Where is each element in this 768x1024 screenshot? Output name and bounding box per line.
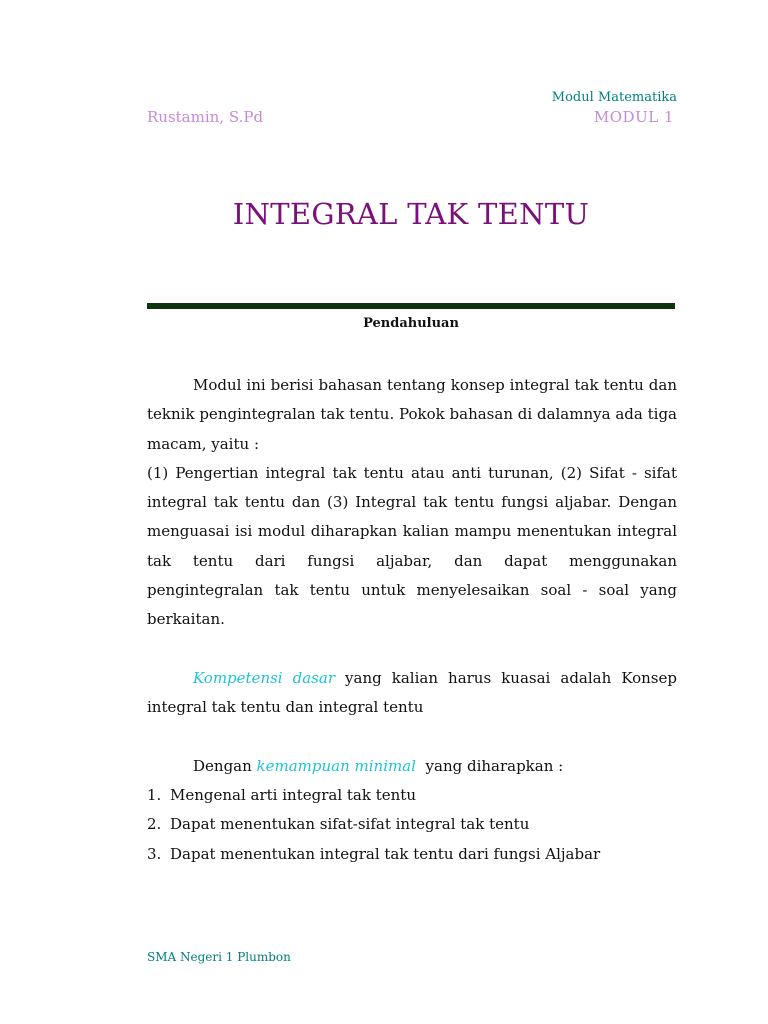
- abilities-list: [147, 781, 677, 869]
- intro-paragraph-2: (1) Pengertian integral tak tentu atau anti turunan, (2) Sifat - sifat integral tak tentu dan (3) Integral tak tentu fungsi aljabar. Dengan menguasai isi modul diharapkan kalian mampu menentukan integral tak tentu dari fungsi aljabar, dan dapat menggunakan pengintegralan tak tentu untuk menyelesaikan soal - soal yang berkaitan.: [147, 463, 677, 629]
- abilities-suffix: yang diharapkan :: [415, 756, 564, 775]
- list-item: [147, 840, 677, 869]
- intro-paragraph-1: Modul ini berisi bahasan tentang konsep integral tak tentu dan teknik pengintegralan tak tentu. Pokok bahasan di dalamnya ada tiga macam, yaitu :: [147, 376, 677, 453]
- footer-school: SMA Negeri 1 Plumbon: [147, 950, 291, 964]
- document-title: INTEGRAL TAK TENTU: [232, 197, 590, 231]
- module-label: Modul Matematika: [551, 90, 677, 105]
- section-heading: Pendahuluan: [363, 316, 459, 331]
- list-item-text: Dapat menentukan integral tak tentu dari fungsi Aljabar: [170, 844, 601, 863]
- abilities-highlight: kemampuan minimal: [256, 756, 416, 775]
- abilities-intro: [147, 752, 677, 781]
- list-item-number: 3.: [147, 844, 162, 863]
- list-item: [147, 781, 677, 810]
- competency-highlight: Kompetensi dasar: [193, 668, 335, 687]
- list-item: [147, 810, 677, 839]
- competency-paragraph: [147, 664, 677, 723]
- competency-text: yang kalian harus kuasai adalah Konsep integral tak tentu dan integral tentu: [147, 668, 677, 717]
- list-item-number: 2.: [147, 815, 162, 834]
- list-item-text: Dapat menentukan sifat-sifat integral tak tentu: [170, 815, 530, 834]
- list-item-text: Mengenal arti integral tak tentu: [170, 786, 416, 805]
- body-text: [147, 371, 677, 869]
- abilities-prefix: Dengan: [193, 756, 257, 775]
- module-number: MODUL 1: [593, 108, 674, 126]
- title-divider: [147, 303, 675, 309]
- spacer: [147, 635, 677, 664]
- list-item-number: 1.: [147, 786, 162, 805]
- author-name: Rustamin, S.Pd: [147, 108, 264, 126]
- spacer: [147, 723, 677, 752]
